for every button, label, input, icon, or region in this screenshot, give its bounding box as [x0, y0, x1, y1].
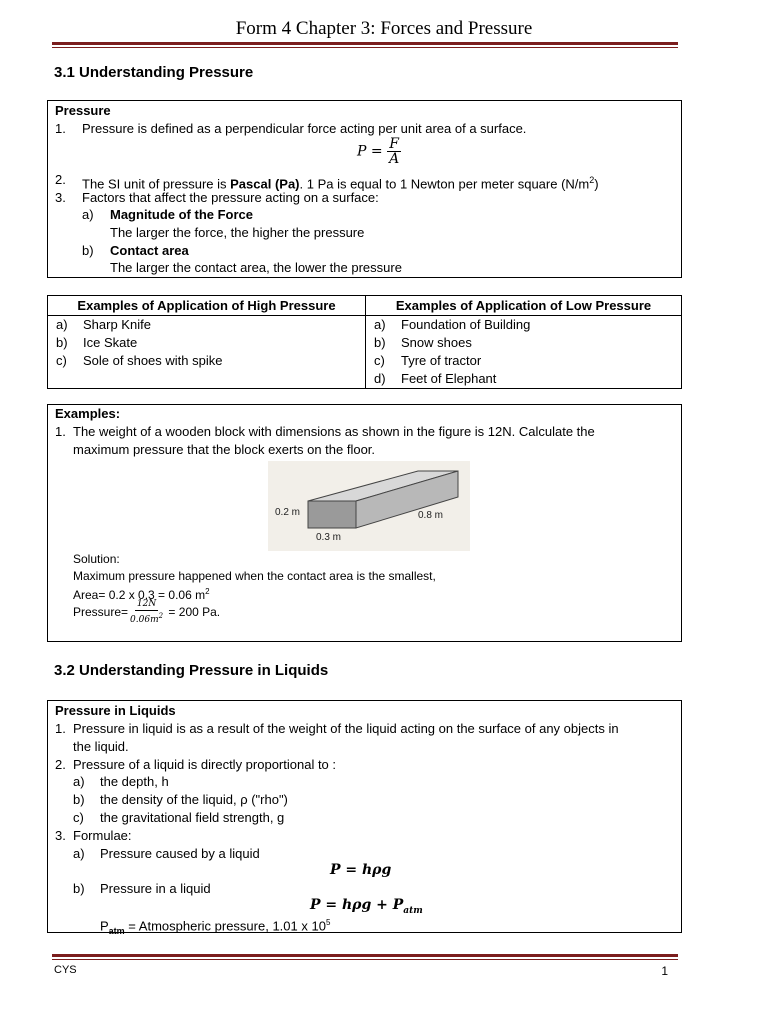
formula-desc-b: Pressure in a liquid — [100, 881, 211, 896]
footer-rule-thin — [52, 959, 678, 960]
question-line-1: The weight of a wooden block with dimensions as shown in the figure is 12N. Calculate the — [73, 424, 595, 439]
block-front-face — [308, 501, 356, 528]
list-item: b) Ice Skate — [56, 335, 138, 350]
low-pressure-header: Examples of Application of Low Pressure — [366, 296, 682, 316]
total-pressure-formula: $P = h\rho g + P_{atm}$ — [310, 897, 423, 916]
factor-marker: b) — [82, 243, 94, 258]
list-item: d) Feet of Elephant — [374, 371, 497, 386]
pressure-formula — [357, 137, 401, 166]
liquid-pressure-box — [47, 700, 682, 936]
liquid-def-line-1: Pressure in liquid is as a result of the weight of the liquid acting on the surface of any objects in — [73, 721, 619, 736]
item-number: 3. — [55, 190, 66, 205]
pressure-definition-box — [47, 100, 682, 278]
patm-definition: $P_{atm}$ = Atmospheric pressure, 1.01 x $10^5$ — [100, 918, 331, 936]
list-item: a) Foundation of Building — [374, 317, 531, 332]
item-number: 2. — [55, 172, 66, 187]
list-item: the density of the liquid, ρ ("rho") — [100, 792, 288, 807]
formulae-text: Formulae: — [73, 828, 132, 843]
formula-desc-a: Pressure caused by a liquid — [100, 846, 260, 861]
formula-lhs: P = — [357, 143, 383, 160]
examples-title: Examples: — [55, 406, 121, 421]
factor-marker: a) — [82, 207, 94, 222]
figure-label-height: 0.2 m — [275, 507, 301, 518]
high-pressure-cell — [48, 316, 366, 389]
list-item: c) Tyre of tractor — [374, 353, 482, 368]
wooden-block-illustration — [268, 461, 470, 551]
footer-rule — [52, 954, 678, 957]
pressure-calculation: Pressure= $\frac{12N}{0.06m^2}$ = 200 Pa. — [73, 599, 221, 626]
high-pressure-header: Examples of Application of High Pressure — [48, 296, 366, 316]
box-title: Pressure in Liquids — [55, 703, 176, 718]
list-marker: c) — [73, 810, 84, 825]
factors-text: Factors that affect the pressure acting on a surface: — [82, 190, 379, 205]
si-unit-text: The SI unit of pressure is Pascal (Pa). 1 Pa is equal to 1 Newton per meter square $(N/m^2)$ — [82, 175, 599, 192]
list-marker: a) — [73, 774, 85, 789]
figure-label-length: 0.8 m — [418, 510, 444, 521]
list-item: c) Sole of shoes with spike — [56, 353, 223, 368]
list-marker: a) — [73, 846, 85, 861]
factor-desc-area: The larger the contact area, the lower the pressure — [110, 260, 402, 275]
item-number: 1. — [55, 424, 66, 439]
header-rule — [52, 42, 678, 45]
item-number: 2. — [55, 757, 66, 772]
item-number: 1. — [55, 121, 66, 136]
list-item: b) Snow shoes — [374, 335, 472, 350]
solution-label: Solution: — [73, 552, 120, 566]
list-item: a) Sharp Knife — [56, 317, 151, 332]
formula-denominator: A — [389, 151, 400, 167]
box-title: Pressure — [55, 103, 111, 118]
wooden-block-figure — [268, 461, 470, 551]
section-heading-3-2: 3.2 Understanding Pressure in Liquids — [54, 662, 329, 679]
factor-title-area: Contact area — [110, 243, 189, 258]
liquid-pressure-formula: P = hρg — [330, 862, 392, 878]
header-rule-thin — [52, 47, 678, 48]
low-pressure-cell — [366, 316, 682, 389]
page-number: 1 — [661, 964, 668, 978]
proportional-text: Pressure of a liquid is directly proportional to : — [73, 757, 337, 772]
list-item: the depth, h — [100, 774, 169, 789]
item-number: 1. — [55, 721, 66, 736]
liquid-def-line-2: the liquid. — [73, 739, 129, 754]
page-title: Form 4 Chapter 3: Forces and Pressure — [235, 18, 533, 39]
area-calculation: Area= 0.2 x 0.3 = 0.06 $m^2$ — [73, 587, 210, 602]
footer-author: CYS — [54, 964, 77, 976]
list-marker: b) — [73, 792, 85, 807]
factor-desc-force: The larger the force, the higher the pressure — [110, 225, 365, 240]
applications-table — [47, 295, 682, 389]
formula-fraction — [387, 137, 401, 166]
factor-title-force: Magnitude of the Force — [110, 207, 253, 222]
formula-numerator: F — [389, 136, 399, 152]
section-heading-3-1: 3.1 Understanding Pressure — [54, 64, 254, 81]
list-item: the gravitational field strength, g — [100, 810, 285, 825]
question-line-2: maximum pressure that the block exerts on the floor. — [73, 442, 376, 457]
figure-label-width: 0.3 m — [316, 532, 342, 543]
item-number: 3. — [55, 828, 66, 843]
solution-line-1: Maximum pressure happened when the contact area is the smallest, — [73, 569, 436, 583]
definition-text: Pressure is defined as a perpendicular force acting per unit area of a surface. — [82, 121, 527, 136]
list-marker: b) — [73, 881, 85, 896]
